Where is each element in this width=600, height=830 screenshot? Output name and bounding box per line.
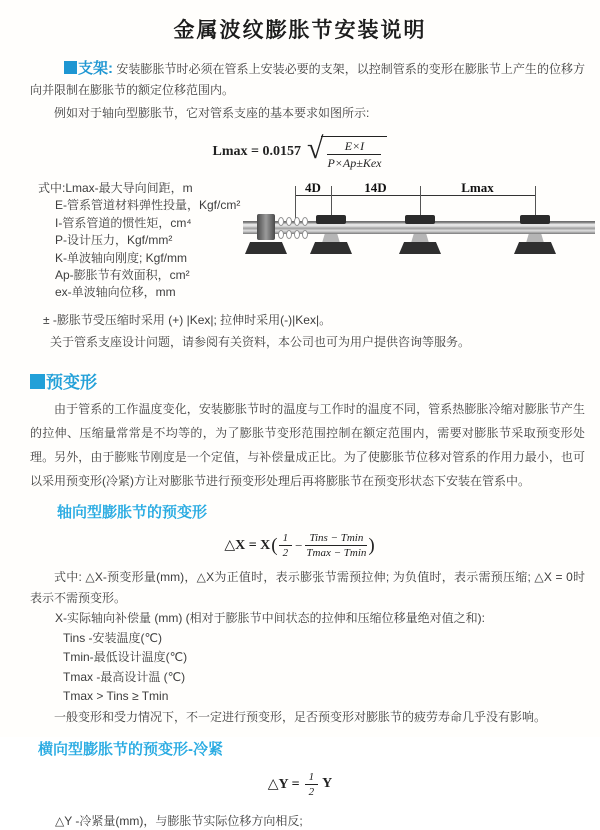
dimension-label-lmax: Lmax (461, 180, 494, 195)
pipe-support-diagram (243, 180, 599, 280)
temperature-fraction (305, 532, 367, 559)
bellows-coil (294, 217, 300, 226)
temperature-denominator: Tmax − Tmin (306, 547, 367, 559)
delta-x-formula (0, 532, 600, 559)
lmax-fraction-numerator: E×I (327, 139, 381, 155)
guide-base (514, 242, 556, 254)
delta-y-formula (0, 771, 600, 798)
consulting-note: 关于管系支座设计问题，请参阅有关资料，本公司也可为用户提供咨询等服务。 (50, 335, 471, 349)
predeform-section-heading (30, 368, 600, 393)
bellows-coil (278, 217, 284, 226)
support-heading-label: 支架: (78, 60, 114, 77)
anchor-support (257, 214, 275, 240)
half-numerator: 1 (279, 532, 293, 546)
delta-y-fraction (305, 771, 319, 798)
bellows-expansion-joint (277, 215, 309, 240)
half-denominator: 2 (282, 547, 289, 559)
blue-square-icon (64, 61, 77, 74)
half-fraction (279, 532, 293, 559)
lmax-formula-lhs: Lmax = 0.0157 (212, 143, 301, 159)
guide-stem (322, 234, 340, 243)
definition-line: P-设计压力，Kgf/mm² (55, 233, 173, 248)
minus-operator: − (295, 537, 303, 553)
close-paren: ) (368, 534, 375, 556)
predeform-heading-label: 预变形 (46, 373, 97, 392)
radical-sign: √ (307, 132, 324, 165)
axial-closing-note: 一般变形和受力情况下，不一定进行预变形，足否预变形对膨胀节的疲劳寿命几乎没有影响。 (54, 709, 547, 724)
delta-x-explanation: 式中: △X-预变形量(mm)，△X为正值时，表示膨张节需预拉伸; 为负值时，表示需预压缩; △X = 0时表示不需预变形。 (30, 570, 585, 605)
axial-definition-line: X-实际轴向补偿量 (mm) (相对于膨胀节中间状态的拉伸和压缩位移量绝对值之和): (55, 611, 485, 625)
anchor-base (245, 242, 287, 254)
sqrt-expression (307, 133, 387, 170)
dimension-label-4d: 4D (305, 180, 321, 195)
guide-base (399, 242, 441, 254)
dimension-label-14d: 14D (364, 180, 387, 195)
axial-subheading: 轴向型膨胀节的预变形 (57, 504, 208, 521)
radicand (321, 136, 387, 170)
delta-y-explanation: △Y -冷紧量(mm)，与膨胀节实际位移方向相反; (55, 813, 303, 828)
support-section-heading (64, 60, 113, 77)
delta-y-rhs: Y (322, 776, 333, 791)
bellows-coil (302, 217, 308, 226)
definition-line: ex-单波轴向位移，mm (55, 285, 176, 300)
lateral-subheading: 横向型膨胀节的预变形-冷紧 (38, 740, 223, 758)
support-paragraph-text: 安装膨胀节时必须在管系上安装必要的支架，以控制管系的变形在膨胀节上产生的位移方向并限制在膨胀节的额定位移范围内。 (30, 62, 585, 97)
axial-definition-line: Tmin-最低设计温度(℃) (63, 650, 188, 664)
axial-definition-line: Tmax -最高设计温 (℃) (63, 669, 186, 684)
kex-sign-note: ± -膨胀节受压缩时采用 (+) |Kex|; 拉伸时采用(-)|Kex|。 (43, 313, 332, 327)
delta-y-denominator: 2 (308, 785, 315, 798)
axial-definition-line: Tins -安装温度(℃) (63, 630, 163, 645)
blue-square-icon (30, 374, 45, 389)
page-title: 金属波纹膨胀节安装说明 (173, 19, 427, 42)
support-example-line: 例如对于轴向型膨胀节，它对管系支座的基本要求如图所示: (54, 106, 370, 120)
guide-clamp (520, 215, 550, 224)
lmax-fraction (327, 139, 381, 170)
bellows-coil (286, 230, 292, 239)
definition-line: I-管系管道的惯性矩，cm⁴ (55, 215, 192, 230)
guide-stem (526, 234, 544, 243)
guide-base (310, 242, 352, 254)
guide-stem (411, 234, 429, 243)
predeform-paragraph: 由于管系的工作温度变化，安装膨胀节时的温度与工作时的温度不同，管系热膨胀冷缩对膨胀节产生的拉伸、压缩量常常是不均等的，为了膨胀节变形范围控制在额定范围内，需要对膨胀节采取预变形处理。另外，由于膨账节刚度是一个定值，与补偿量成正比。为了使膨胀节位移对管系的作用力最小，也可以采用预变形(冷紧)方让对膨胀节进行预变形处理后再将膨胀节在预变形状态下安装在管系中。 (30, 402, 585, 488)
axial-definition-line: Tmax > Tins ≥ Tmin (63, 689, 169, 703)
bellows-coil (286, 217, 292, 226)
guide-clamp (405, 215, 435, 224)
open-paren: ( (271, 534, 278, 556)
lmax-fraction-denominator: P×Ap±Kex (327, 156, 382, 170)
guide-clamp (316, 215, 346, 224)
temperature-numerator: Tins − Tmin (305, 532, 367, 546)
bellows-coil (302, 230, 308, 239)
definition-line: 式中:Lmax-最大导向间距，m (38, 181, 193, 195)
bellows-coil (294, 230, 300, 239)
definitions-and-diagram (0, 180, 600, 308)
delta-y-numerator: 1 (305, 771, 319, 785)
delta-x-lhs: △X = X (224, 538, 271, 553)
definition-line: E-管系管道材料弹性投量，Kgf/cm² (55, 198, 241, 213)
delta-y-lhs: △Y = (267, 776, 300, 792)
support-paragraph (30, 58, 585, 101)
definition-line: K-单波轴向刚度; Kgf/mm (55, 250, 188, 265)
lmax-formula (0, 133, 600, 170)
definition-line: Ap-膨胀节有效面积，cm² (55, 268, 190, 283)
bellows-coil (278, 230, 284, 239)
